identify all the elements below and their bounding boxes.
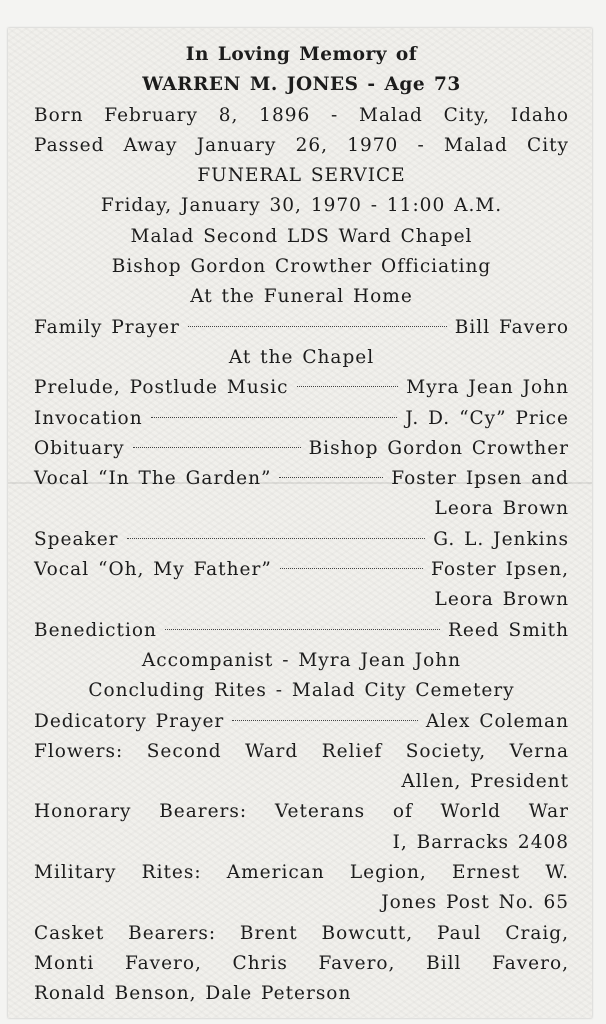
- text-line: Friday, January 30, 1970 - 11:00 A.M.: [100, 195, 503, 217]
- dot-leader: [165, 629, 440, 630]
- text-line: Concluding Rites - Malad City Cemetery: [88, 680, 515, 702]
- deceased-name: WARREN M. JONES - Age 73: [142, 74, 461, 96]
- text-line: Malad Second LDS Ward Chapel: [130, 225, 473, 247]
- entry-person: J. D. “Cy” Price: [405, 407, 569, 429]
- text-line: Honorary Bearers: Veterans of World War: [34, 801, 569, 823]
- entry-person: Reed Smith: [447, 619, 569, 641]
- dot-leader: [127, 538, 426, 539]
- program-entry: [34, 616, 569, 646]
- entry-label: Obituary: [34, 437, 125, 459]
- dot-leader: [279, 477, 383, 478]
- funeral-program-card: [8, 28, 592, 1018]
- entry-label: Vocal “Oh, My Father”: [34, 559, 272, 581]
- entry-label: Dedicatory Prayer: [34, 710, 225, 732]
- card-heading: In Loving Memory of: [185, 44, 418, 65]
- text-line: Ronald Benson, Dale Peterson: [34, 983, 352, 1005]
- entry-label: Vocal “In The Garden”: [34, 468, 272, 490]
- dot-leader: [297, 386, 399, 387]
- program-entry: [34, 434, 569, 464]
- text-line: FUNERAL SERVICE: [197, 165, 406, 187]
- text-line: At the Chapel: [228, 346, 375, 368]
- program-entry: [34, 404, 569, 434]
- entry-person: Foster Ipsen and: [391, 468, 569, 490]
- text-line: Flowers: Second Ward Relief Society, Verna: [34, 740, 569, 762]
- entry-person: G. L. Jenkins: [433, 528, 569, 550]
- dot-leader: [133, 447, 301, 448]
- text-line: Leora Brown: [434, 589, 569, 611]
- program-entry: [34, 525, 569, 555]
- entry-label: Family Prayer: [34, 316, 180, 338]
- text-line: Jones Post No. 65: [381, 892, 569, 914]
- program-entry: [34, 373, 569, 403]
- dot-leader: [188, 326, 447, 327]
- program-entry: [34, 313, 569, 343]
- text-line: Leora Brown: [434, 498, 569, 520]
- entry-person: Bill Favero: [454, 316, 569, 338]
- entry-person: Alex Coleman: [425, 710, 569, 732]
- text-line: Allen, President: [401, 771, 569, 793]
- text-line: Born February 8, 1896 - Malad City, Idaho: [34, 104, 569, 126]
- text-line: At the Funeral Home: [190, 286, 413, 308]
- dot-leader: [151, 417, 398, 418]
- text-line: Monti Favero, Chris Favero, Bill Favero,: [34, 952, 569, 974]
- entry-person: Bishop Gordon Crowther: [308, 437, 569, 459]
- dot-leader: [232, 720, 418, 721]
- entry-person: Myra Jean John: [406, 377, 569, 399]
- text-line: Bishop Gordon Crowther Officiating: [111, 256, 492, 278]
- entry-label: Benediction: [34, 619, 157, 641]
- program-entry: [34, 707, 569, 737]
- program-text: [34, 40, 569, 1010]
- program-entry: [34, 464, 569, 494]
- text-line: Casket Bearers: Brent Bowcutt, Paul Craig,: [34, 922, 569, 944]
- entry-label: Prelude, Postlude Music: [34, 377, 289, 399]
- text-line: I, Barracks 2408: [392, 831, 569, 853]
- text-line: Passed Away January 26, 1970 - Malad City: [34, 134, 569, 156]
- entry-label: Speaker: [34, 528, 119, 550]
- text-line: Military Rites: American Legion, Ernest W.: [34, 862, 569, 884]
- program-entry: [34, 555, 569, 585]
- dot-leader: [280, 568, 423, 569]
- text-line: Accompanist - Myra Jean John: [141, 649, 462, 671]
- entry-person: Foster Ipsen,: [431, 559, 569, 581]
- entry-label: Invocation: [34, 407, 143, 429]
